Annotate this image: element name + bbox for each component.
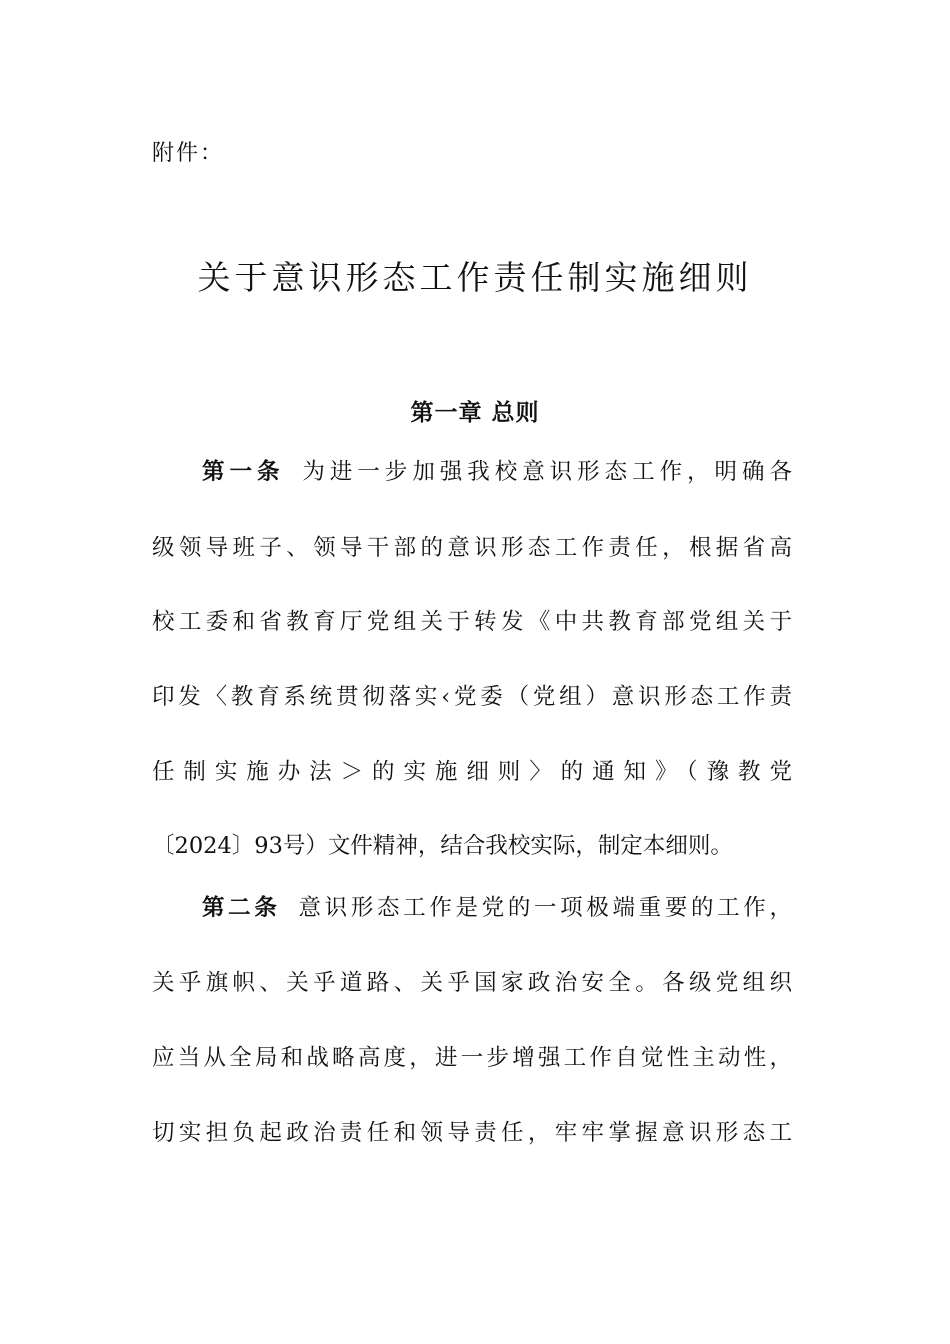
chapter-heading: 第一章 总则 [410,399,540,426]
attachment-label: 附件： [152,141,225,166]
article-1-line-5: 任制实施办法＞的实施细则〉的通知》（豫教党 [152,759,792,785]
article-2-line-1: 意识形态工作是党的一项极端重要的工作， [298,895,792,921]
document-title: 关于意识形态工作责任制实施细则 [197,258,753,297]
article-1-first-line [202,457,792,487]
article-1-line-1: 为进一步加强我校意识形态工作，明确各 [302,459,792,485]
article-1-line-2: 级领导班子、领导干部的意识形态工作责任，根据省高 [152,535,792,561]
article-2-line-4: 切实担负起政治责任和领导责任，牢牢掌握意识形态工 [152,1120,792,1146]
article-1-line-4: 印发〈教育系统贯彻落实‹党委（党组）意识形态工作责 [152,684,792,710]
article-1-line-6: 〔2024〕93号）文件精神，结合我校实际，制定本细则。 [152,833,733,859]
article-1-label: 第一条 [202,459,285,485]
article-2-first-line [202,893,792,923]
article-2-line-2: 关乎旗帜、关乎道路、关乎国家政治安全。各级党组织 [152,970,792,996]
article-2-label: 第二条 [202,895,281,921]
article-1-line-3: 校工委和省教育厅党组关于转发《中共教育部党组关于 [152,609,792,635]
article-2-line-3: 应当从全局和战略高度，进一步增强工作自觉性主动性， [152,1045,792,1071]
